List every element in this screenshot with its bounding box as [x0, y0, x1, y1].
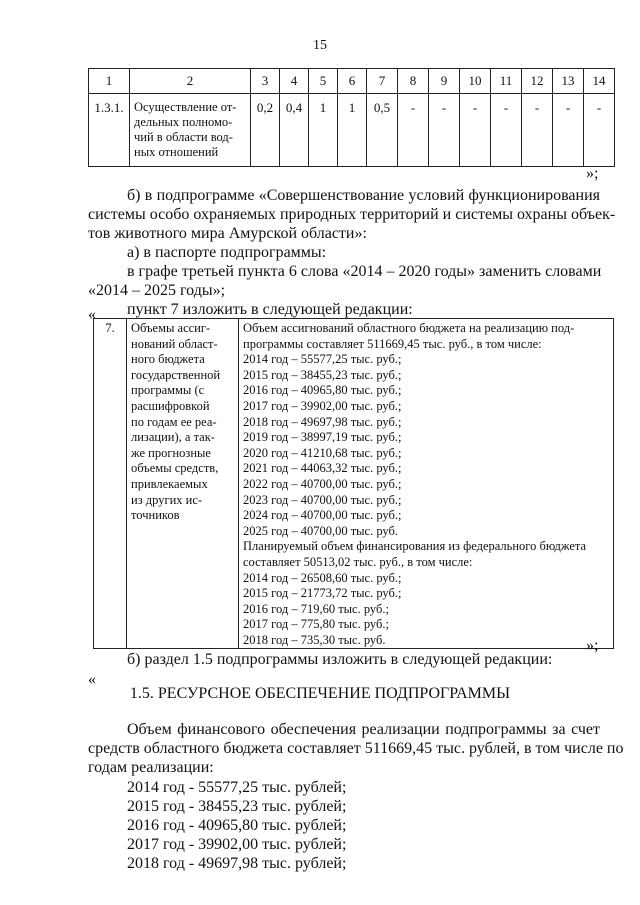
row-value: 0,5: [367, 94, 398, 167]
body-line: 2024 год – 40700,00 тыс. руб.;: [243, 508, 402, 523]
desc-line: расшифровкой: [131, 398, 210, 413]
table-header-cell: 4: [280, 69, 309, 94]
table-header-cell: 2: [130, 69, 251, 94]
row-value: 1: [309, 94, 338, 167]
row-value: -: [460, 94, 491, 167]
body-line: 2014 год – 55577,25 тыс. руб.;: [243, 352, 402, 367]
para-col3-line-1: в графе третьей пункта 6 слова «2014 – 2020 годы» заменить словами: [127, 263, 602, 280]
year-line: 2014 год - 55577,25 тыс. рублей;: [127, 779, 347, 796]
body-line: 2018 год – 49697,98 тыс. руб.;: [243, 414, 402, 429]
desc-line: нований област-: [131, 336, 218, 351]
desc-line: государственной: [131, 367, 221, 382]
row-value: -: [491, 94, 522, 167]
row-description: [127, 319, 239, 649]
row-name-line: Осуществление от-: [134, 100, 237, 114]
desc-line: же прогнозные: [131, 445, 211, 460]
year-line: 2018 год - 49697,98 тыс. рублей;: [127, 855, 347, 872]
para-volume-line-2: средств областного бюджета составляет 511669,45 тыс. рублей, в том числе по: [88, 740, 624, 757]
row-value: -: [522, 94, 553, 167]
table-header-cell: 13: [553, 69, 584, 94]
row-value: -: [429, 94, 460, 167]
table-passport-point7: [93, 318, 614, 649]
row-value: -: [553, 94, 584, 167]
year-line: 2017 год - 39902,00 тыс. рублей;: [127, 836, 347, 853]
para-a: а) в паспорте подпрограммы:: [127, 244, 327, 261]
table-header-cell: 8: [398, 69, 429, 94]
body-line: 2018 год – 735,30 тыс. руб.: [243, 632, 386, 647]
row-financing-details: [239, 319, 614, 649]
table-header-row: [89, 69, 615, 94]
desc-line: точников: [131, 508, 180, 523]
table1-closing-quote: »;: [586, 165, 599, 182]
row-value: -: [398, 94, 429, 167]
row-name: [130, 94, 251, 167]
row-value: 0,4: [280, 94, 309, 167]
body-line: 2020 год – 41210,68 тыс. руб.;: [243, 445, 402, 460]
row-name-line: ных отношений: [134, 145, 219, 159]
year-line: 2016 год - 40965,80 тыс. рублей;: [127, 817, 347, 834]
table-header-cell: 3: [251, 69, 280, 94]
body-line: 2017 год – 775,80 тыс. руб.;: [243, 617, 389, 632]
desc-line: объемы средств,: [131, 461, 219, 476]
body-line: 2025 год – 40700,00 тыс. руб.: [243, 523, 399, 538]
table-header-cell: 7: [367, 69, 398, 94]
desc-line: лизации), а так-: [131, 430, 215, 445]
desc-line: ного бюджета: [131, 352, 205, 367]
table2-closing-quote: »;: [586, 637, 599, 654]
body-line: 2021 год – 44063,32 тыс. руб.;: [243, 461, 402, 476]
desc-line: по годам ее реа-: [131, 414, 217, 429]
desc-line: из других ис-: [131, 492, 203, 507]
body-line: 2014 год – 26508,60 тыс. руб.;: [243, 570, 402, 585]
desc-line: привлекаемых: [131, 476, 208, 491]
table-row: [94, 319, 614, 649]
table-subprogram-indicators: [88, 68, 615, 167]
desc-line: Объемы ассиг-: [131, 321, 211, 335]
body-line: 2023 год – 40700,00 тыс. руб.;: [243, 492, 402, 507]
open-quote: «: [88, 306, 96, 323]
para-b-line-1: б) в подпрограмме «Совершенствование условий функционирования: [127, 187, 600, 204]
row-name-line: чий в области вод-: [134, 130, 233, 144]
table-header-cell: 5: [309, 69, 338, 94]
table-header-cell: 10: [460, 69, 491, 94]
row-value: 1: [338, 94, 367, 167]
page-number: 15: [313, 38, 327, 53]
body-line: 2019 год – 38997,19 тыс. руб.;: [243, 430, 402, 445]
body-line: 2015 год – 38455,23 тыс. руб.;: [243, 367, 402, 382]
para-point7: пункт 7 изложить в следующей редакции:: [127, 301, 413, 318]
row-value: 0,2: [251, 94, 280, 167]
row-value: -: [584, 94, 615, 167]
table-header-cell: 11: [491, 69, 522, 94]
body-line: 2017 год – 39902,00 тыс. руб.;: [243, 398, 402, 413]
para-volume-line-3: годам реализации:: [88, 759, 214, 776]
body-line: программы составляет 511669,45 тыс. руб., в том числе:: [243, 336, 542, 351]
table-header-cell: 9: [429, 69, 460, 94]
body-line: 2016 год – 719,60 тыс. руб.;: [243, 601, 389, 616]
table-header-cell: 12: [522, 69, 553, 94]
body-line: 2015 год – 21773,72 тыс. руб.;: [243, 586, 402, 601]
para-volume-line-1: Объем финансового обеспечения реализации подпрограммы за счет: [127, 721, 600, 738]
section-heading: 1.5. РЕСУРСНОЕ ОБЕСПЕЧЕНИЕ ПОДПРОГРАММЫ: [129, 685, 511, 702]
body-line: Планируемый объем финансирования из федерального бюджета: [243, 539, 587, 554]
table-header-cell: 14: [584, 69, 615, 94]
body-line: составляет 50513,02 тыс. руб., в том числе:: [243, 554, 473, 569]
para-b2: б) раздел 1.5 подпрограммы изложить в следующей редакции:: [127, 651, 553, 668]
row-name-line: дельных полномо-: [134, 115, 233, 129]
para-b-line-2: системы особо охраняемых природных территорий и системы охраны объек-: [88, 206, 616, 223]
body-line: Объем ассигнований областного бюджета на реализацию под-: [243, 321, 575, 335]
table-header-cell: 1: [89, 69, 130, 94]
table-row: [89, 94, 615, 167]
row-code: 1.3.1.: [89, 94, 130, 167]
row-number: 7.: [94, 319, 127, 649]
body-line: 2016 год – 40965,80 тыс. руб.;: [243, 383, 402, 398]
para-b-line-3: тов животного мира Амурской области»:: [88, 225, 367, 242]
desc-line: программы (с: [131, 383, 205, 398]
body-line: 2022 год – 40700,00 тыс. руб.;: [243, 476, 402, 491]
para-col3-line-2: «2014 – 2025 годы»;: [88, 282, 226, 299]
open-quote-2: «: [88, 671, 96, 688]
year-line: 2015 год - 38455,23 тыс. рублей;: [127, 798, 347, 815]
table-header-cell: 6: [338, 69, 367, 94]
